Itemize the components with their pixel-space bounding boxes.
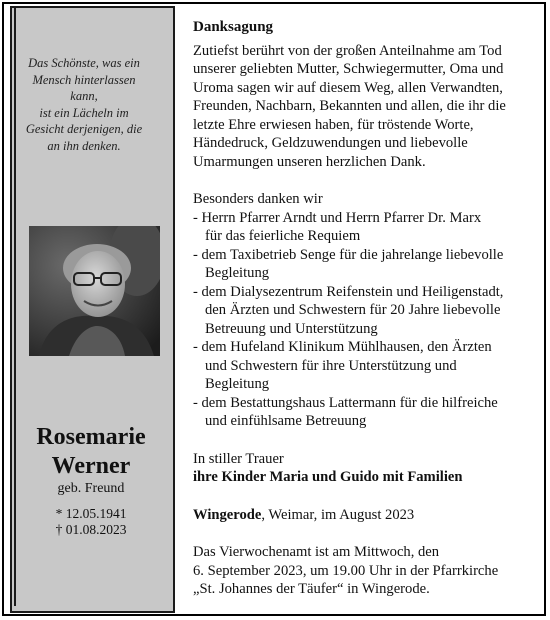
notice-title: Danksagung — [193, 19, 274, 35]
thanks-item-line: - dem Bestattungshaus Lattermann für die hilfreiche — [193, 394, 498, 411]
last-name: Werner — [51, 453, 131, 479]
spacer — [193, 171, 543, 190]
thanks-item-line: und Schwestern für ihre Unterstützung und — [205, 357, 457, 374]
spacer — [193, 487, 543, 506]
place-date-rest: , Weimar, im August 2023 — [261, 506, 415, 523]
birth-date: * 12.05.1941 — [55, 506, 127, 521]
birth-name: geb. Freund — [57, 481, 125, 496]
thanks-item-line: - dem Hufeland Klinikum Mühlhausen, den Ärzten — [193, 339, 492, 355]
quote-line: Mensch hinterlassen — [32, 72, 136, 87]
portrait-image — [29, 226, 160, 356]
quote-line: an ihn denken. — [47, 138, 121, 153]
memorial-service-info — [193, 543, 543, 599]
thanks-heading: Besonders danken wir — [193, 191, 323, 207]
intro-line: Uroma sagen wir auf diesem Weg, allen Verwandten, — [193, 79, 503, 96]
quote-line: kann, — [70, 89, 98, 103]
deceased-name — [14, 423, 168, 481]
memorial-line: 6. September 2023, um 19.00 Uhr in der Pfarrkirche — [193, 562, 499, 579]
thanks-item-line: für das feierliche Requiem — [205, 228, 361, 244]
intro-line: Zutiefst berührt von der großen Anteilnahme am Tod — [193, 42, 502, 59]
thanks-item-line: - Herrn Pfarrer Arndt und Herrn Pfarrer Dr. Marx — [193, 209, 482, 226]
thanks-item-line: den Ärzten und Schwestern für 20 Jahre liebevolle — [205, 302, 501, 318]
intro-line: letzte Ehre erwiesen haben, für tröstende Worte, — [193, 116, 474, 133]
death-date: † 01.08.2023 — [55, 522, 127, 537]
thanks-item-line: Betreuung und Unterstützung — [205, 320, 378, 337]
intro-line: Umarmungen unseren herzlichen Dank. — [193, 153, 426, 170]
thanks-item-line: Begleitung — [205, 376, 270, 392]
first-name: Rosemarie — [36, 424, 146, 450]
memorial-line: „St. Johannes der Täufer“ in Wingerode. — [193, 581, 430, 597]
thanks-item-line: Begleitung — [205, 265, 270, 281]
quote-line: Das Schönste, was ein — [28, 56, 140, 70]
quote-line: ist ein Lächeln im — [39, 105, 129, 120]
mourning-line: In stiller Trauer — [193, 450, 284, 467]
family-line: ihre Kinder Maria und Guido mit Familien — [193, 469, 463, 485]
memorial-line: Das Vierwochenamt ist am Mittwoch, den — [193, 544, 440, 560]
thanks-item-line: - dem Dialysezentrum Reifenstein und Heiligenstadt, — [193, 283, 504, 300]
spacer — [193, 524, 543, 543]
place-name: Wingerode — [193, 506, 262, 523]
notice-text — [193, 18, 543, 599]
intro-line: unserer geliebten Mutter, Schwiegermutter, Oma und — [193, 61, 504, 77]
place-date-line — [193, 506, 543, 525]
quote-line: Gesicht derjenigen, die — [25, 122, 143, 136]
spacer — [193, 431, 543, 450]
memorial-quote — [24, 55, 144, 154]
life-dates — [14, 506, 168, 538]
thanks-item-line: - dem Taxibetrieb Senge für die jahrelange liebevolle — [193, 246, 504, 263]
thanks-item-line: und einfühlsame Betreuung — [205, 413, 367, 429]
thanks-list — [193, 209, 543, 431]
portrait-photo — [29, 226, 160, 356]
intro-line: Freunden, Nachbarn, Bekannten und allen, die ihr die — [193, 98, 506, 114]
intro-line: Händedruck, Geldzuwendungen und liebevolle — [193, 135, 468, 151]
intro-paragraph — [193, 42, 543, 172]
